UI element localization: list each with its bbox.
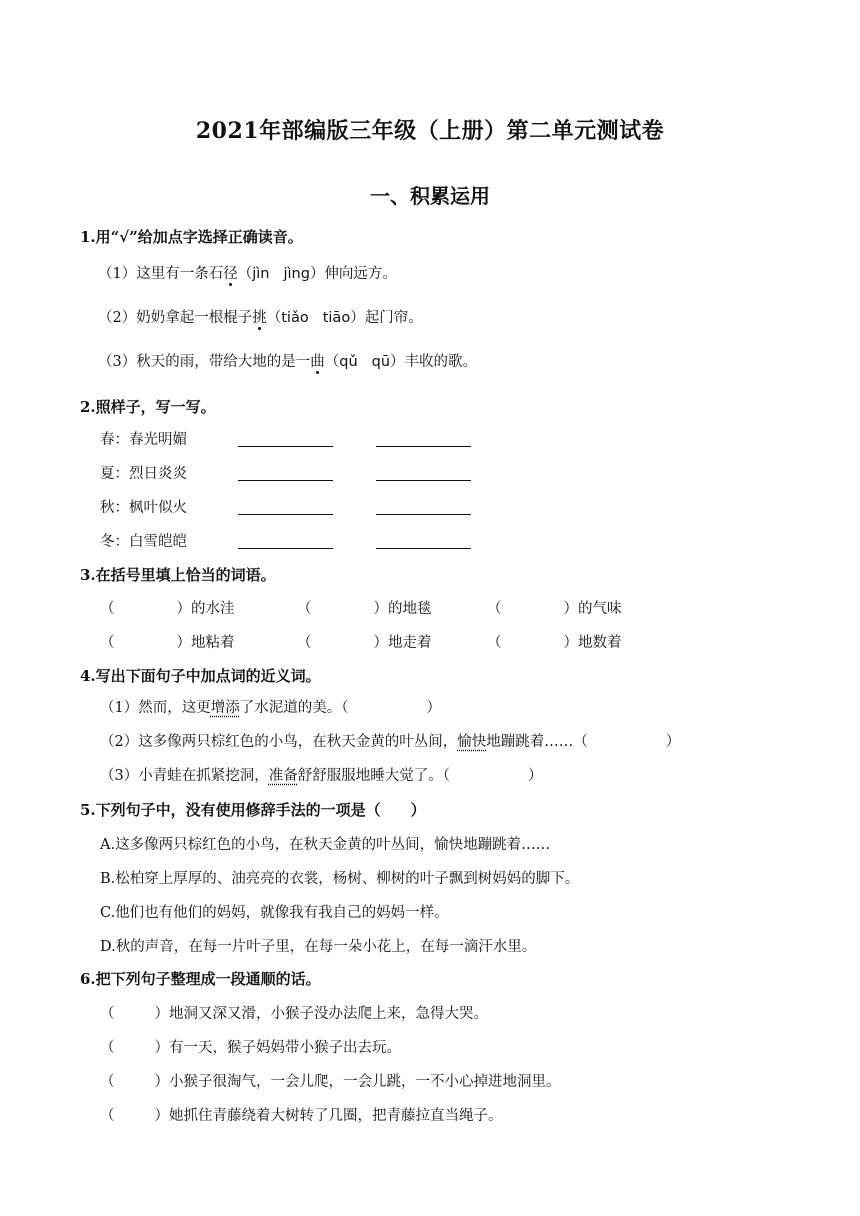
section-heading: 一、积累运用 (370, 184, 490, 208)
pinyin-option: tiāo (322, 310, 351, 326)
question-2-heading: 2.照样子，写一写。 (80, 398, 216, 416)
dotted-word: 增添 (210, 700, 240, 716)
q4-item-3: （3）小青蛙在抓紧挖洞，准备舒舒服服地睡大觉了。（ ） (100, 768, 543, 784)
answer-blank[interactable] (376, 548, 471, 549)
question-6-heading: 6.把下列句子整理成一段通顺的话。 (80, 970, 321, 988)
question-1-heading: 1.用“√”给加点字选择正确读音。 (80, 228, 303, 246)
page-title: 2021年部编版三年级（上册）第二单元测试卷 (195, 118, 665, 144)
question-4-heading: 4.写出下面句子中加点词的近义词。 (80, 667, 321, 685)
pinyin-option: qǔ (339, 354, 358, 370)
answer-blank[interactable] (238, 548, 333, 549)
q5-option-d[interactable]: D.秋的声音，在每一片叶子里，在每一朵小花上，在每一滴汗水里。 (100, 939, 537, 955)
q2-example-4: 冬：白雪皑皑 (100, 534, 187, 550)
q4-item-2: （2）这多像两只棕红色的小鸟，在秋天金黄的叶丛间，愉快地蹦跳着……（ ） (100, 734, 681, 750)
q5-option-b[interactable]: B.松柏穿上厚厚的、油亮亮的衣裳，杨树、柳树的叶子飘到树妈妈的脚下。 (100, 871, 580, 887)
question-3-heading: 3.在括号里填上恰当的词语。 (80, 566, 276, 584)
q6-sentence-3[interactable]: （ ）小猴子很淘气，一会儿爬，一会儿跳，一不小心掉进地洞里。 (100, 1074, 561, 1090)
q6-sentence-2[interactable]: （ ）有一天，猴子妈妈带小猴子出去玩。 (100, 1040, 401, 1056)
pinyin-option: qū (371, 354, 391, 370)
dotted-char: 挑 (252, 310, 267, 326)
q4-item-1: （1）然而，这更增添了水泥道的美。（ ） (100, 700, 441, 716)
q3-blank-3[interactable]: （ ）的气味 (487, 601, 622, 617)
pinyin-option: tiǎo (281, 310, 309, 326)
q3-blank-6[interactable]: （ ）地数着 (487, 635, 622, 651)
dotted-char: 径 (223, 266, 238, 282)
q2-example-2: 夏：烈日炎炎 (100, 466, 187, 482)
dotted-char: 曲 (310, 354, 325, 370)
pinyin-option: jìn (252, 266, 270, 282)
answer-blank[interactable] (238, 446, 333, 447)
pinyin-option: jìng (283, 266, 310, 282)
q3-blank-2[interactable]: （ ）的地毯 (297, 601, 432, 617)
q2-example-3: 秋：枫叶似火 (100, 500, 187, 516)
q3-blank-1[interactable]: （ ）的水洼 (100, 601, 235, 617)
answer-blank[interactable] (376, 480, 471, 481)
question-5-heading: 5.下列句子中，没有使用修辞手法的一项是（ ） (80, 801, 426, 819)
answer-blank[interactable] (376, 514, 471, 515)
q1-item-3: （3）秋天的雨，带给大地的是一曲（qǔ qū）丰收的歌。 (98, 354, 478, 370)
q2-example-1: 春：春光明媚 (100, 432, 187, 448)
q5-option-a[interactable]: A.这多像两只棕红色的小鸟，在秋天金黄的叶丛间，愉快地蹦跳着…… (100, 837, 551, 853)
dotted-word: 愉快 (457, 734, 487, 750)
q6-sentence-4[interactable]: （ ）她抓住青藤绕着大树转了几圈，把青藤拉直当绳子。 (100, 1108, 503, 1124)
q3-blank-4[interactable]: （ ）地粘着 (100, 635, 235, 651)
q5-option-c[interactable]: C.他们也有他们的妈妈，就像我有我自己的妈妈一样。 (100, 905, 449, 921)
dotted-word: 准备 (268, 768, 298, 784)
q3-blank-5[interactable]: （ ）地走着 (297, 635, 432, 651)
q1-item-1: （1）这里有一条石径（jìn jìng）伸向远方。 (98, 266, 397, 282)
q6-sentence-1[interactable]: （ ）地洞又深又滑，小猴子没办法爬上来，急得大哭。 (100, 1006, 488, 1022)
q1-item-2: （2）奶奶拿起一根棍子挑（tiǎo tiāo）起门帘。 (98, 310, 423, 326)
answer-blank[interactable] (238, 480, 333, 481)
answer-blank[interactable] (238, 514, 333, 515)
answer-blank[interactable] (376, 446, 471, 447)
